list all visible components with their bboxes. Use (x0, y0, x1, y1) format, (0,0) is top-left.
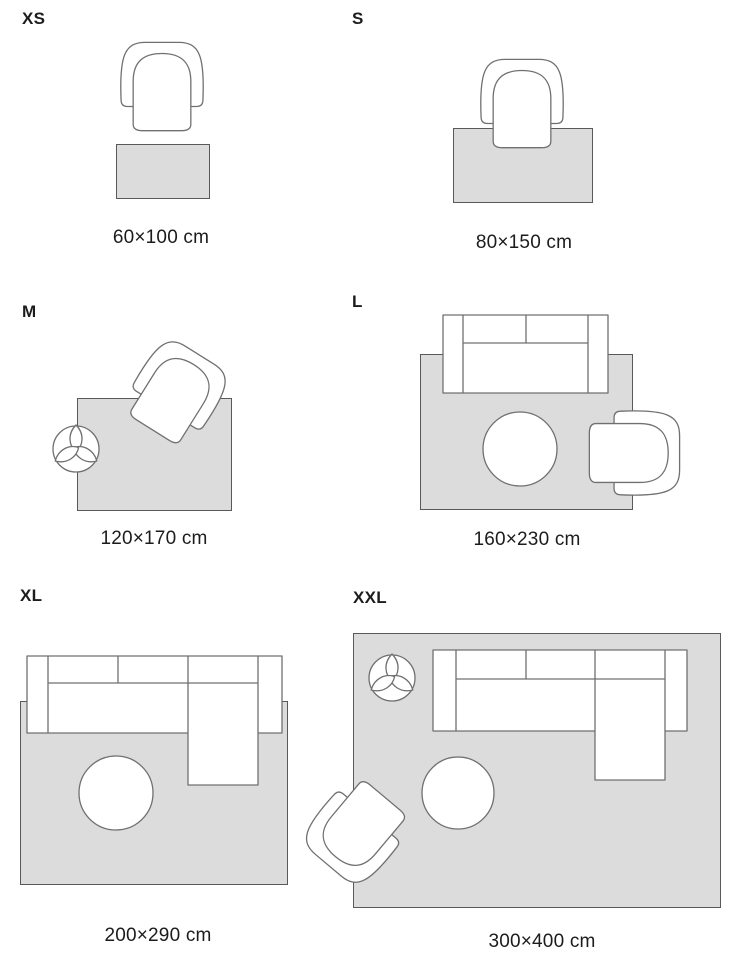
sofa-icon (443, 315, 608, 393)
dimensions-l: 160×230 cm (473, 529, 581, 550)
size-group-m (52, 333, 234, 510)
armchair-icon (121, 42, 204, 130)
dimensions-xxl: 300×400 cm (488, 931, 596, 952)
coffee-table-icon (422, 757, 494, 829)
coffee-table-icon (483, 412, 557, 486)
size-group-xxl (297, 634, 721, 908)
rug-xs (117, 145, 210, 199)
coffee-table-icon (79, 756, 153, 830)
size-label-xxl: XXL (353, 588, 387, 607)
size-label-s: S (352, 9, 364, 28)
dimensions-s: 80×150 cm (475, 232, 573, 253)
size-label-m: M (22, 302, 37, 321)
size-label-xs: XS (22, 9, 46, 28)
size-group-s (454, 59, 593, 202)
dimensions-m: 120×170 cm (100, 528, 208, 549)
size-group-xs (117, 42, 210, 198)
size-group-xl (21, 656, 288, 885)
armchair-icon (589, 411, 679, 495)
size-group-l (421, 315, 680, 510)
dimensions-xl: 200×290 cm (104, 925, 212, 946)
size-label-l: L (352, 292, 363, 311)
size-label-xl: XL (20, 586, 43, 605)
dimensions-xs: 60×100 cm (112, 227, 210, 248)
armchair-icon (481, 59, 564, 147)
